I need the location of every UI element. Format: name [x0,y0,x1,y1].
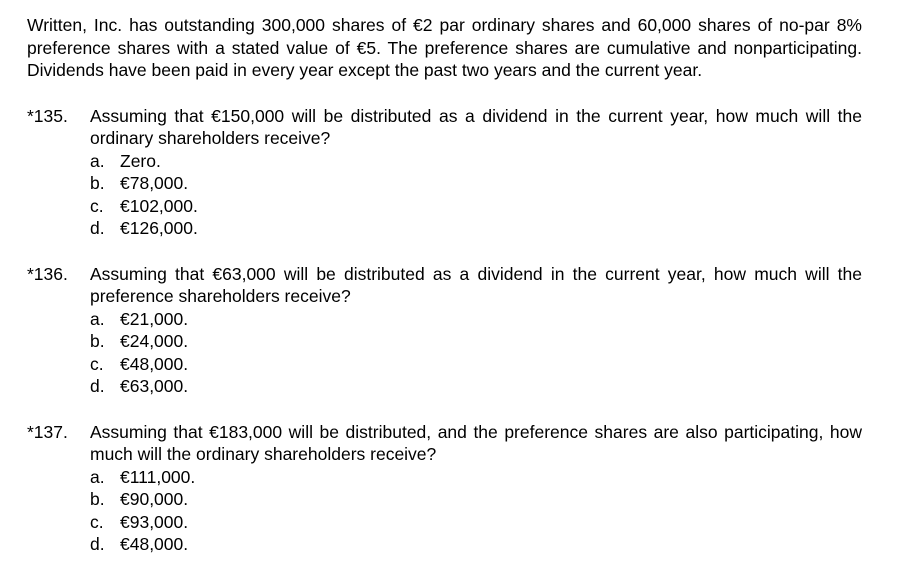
option-a [90,466,862,489]
option-text: €93,000. [120,511,189,532]
question-137 [27,421,862,556]
option-letter: b. [90,489,105,509]
option-letter: c. [90,195,104,216]
option-text: €102,000. [120,195,198,216]
question-number: *137. [27,421,68,442]
option-text: Zero. [120,150,161,171]
option-letter: a. [90,466,105,487]
option-d [90,533,862,556]
option-text: €63,000. [120,376,189,396]
option-c [90,195,862,218]
question-text: Assuming that €63,000 will be distributed as a dividend in the current year, how much will the preference shareholders receive? [90,263,862,306]
option-text: €90,000. [120,489,189,509]
question-135 [27,105,862,240]
option-text: €78,000. [120,173,189,193]
option-letter: d. [90,534,105,554]
option-letter: a. [90,308,105,329]
question-text: Assuming that €183,000 will be distributed, and the preference shares are also participating, how much will the ordinary shareholders receive? [90,421,862,464]
option-letter: a. [90,150,105,171]
option-d [90,217,862,240]
answer-options [90,150,862,240]
option-text: €126,000. [120,218,198,238]
option-letter: d. [90,218,105,238]
option-b [90,330,862,353]
option-text: €48,000. [120,534,189,554]
question-text: Assuming that €150,000 will be distributed as a dividend in the current year, how much will the ordinary shareholders receive? [90,105,862,148]
option-letter: d. [90,376,105,396]
option-letter: b. [90,173,105,193]
option-b [90,488,862,511]
option-letter: c. [90,511,104,532]
problem-intro: Written, Inc. has outstanding 300,000 shares of €2 par ordinary shares and 60,000 shares of no-par 8% preference shares with a stated value of €5. The preference shares are cumulative and nonparticipating. Dividends have been paid in every year except the past two years and the current year. [27,15,862,80]
answer-options [90,308,862,398]
option-a [90,308,862,331]
option-a [90,150,862,173]
option-letter: b. [90,331,105,351]
question-number: *136. [27,263,68,284]
option-c [90,511,862,534]
option-d [90,375,862,398]
option-text: €48,000. [120,353,189,374]
option-letter: c. [90,353,104,374]
question-number: *135. [27,105,68,126]
option-text: €24,000. [120,331,189,351]
option-text: €21,000. [120,308,189,329]
question-136 [27,263,862,398]
answer-options [90,466,862,556]
option-b [90,172,862,195]
option-c [90,353,862,376]
option-text: €111,000. [120,466,196,487]
